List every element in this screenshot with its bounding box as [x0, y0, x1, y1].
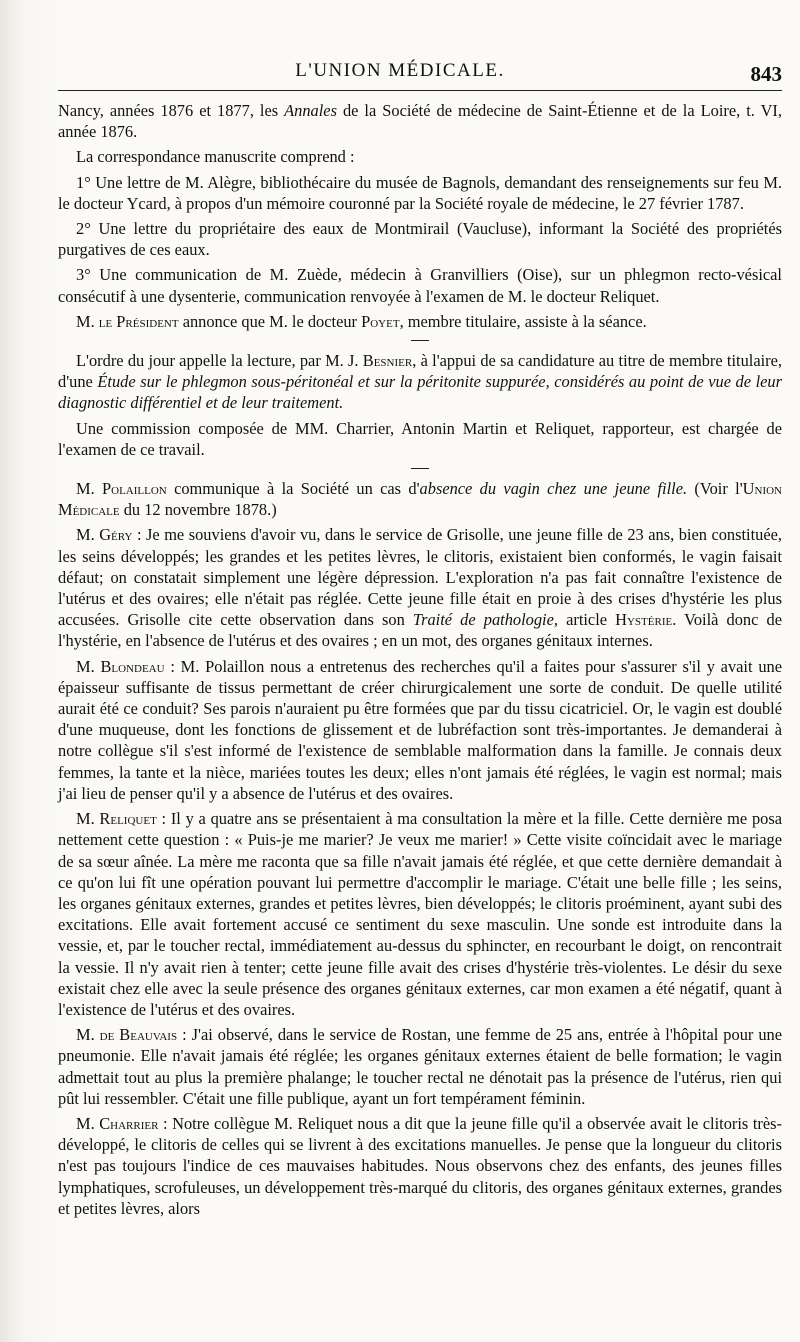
paragraph-polaillon: M. Polaillon communique à la Société un cas d'absence du vagin chez une jeune fille. (Voir l'Union Médicale du 12 novembre 1878.)	[58, 479, 783, 520]
paragraph-president: M. le Président annonce que M. le docteur Poyet, membre titulaire, assiste à la séance.	[76, 311, 647, 331]
speaker-name: M. Blondeau	[76, 656, 165, 676]
running-title: L'UNION MÉDICALE.	[295, 60, 505, 81]
speaker-name: M. Reliquet	[76, 809, 157, 829]
paragraph-charrier: M. Charrier : Notre collègue M. Reliquet nous a dit que la jeune fille qu'il a observée avait le clitoris très-développé, le clitoris de celles qui se livrent à des excitations manuelles. Je pense que la longueur du clitoris n'est pas toujours l'indice de ces mauvaises habitudes. Nous observons chez des enfants, des jeunes filles lymphatiques, scrofuleuses, un développement très-marqué du clitoris, des organes génitaux externes, grandes et petites lèvres, alors	[58, 1113, 782, 1218]
paragraph-nancy: Nancy, années 1876 et 1877, les Annales de la Société de médecine de Saint-Étienne et de la Loire, t. VI, année 1876.	[58, 101, 782, 142]
paragraph-commission: Une commission composée de MM. Charrier, Antonin Martin et Reliquet, rapporteur, est chargée de l'examen de ce travail.	[58, 418, 782, 459]
paragraph-gery: M. Géry : Je me souviens d'avoir vu, dans le service de Grisolle, une jeune fille de 23 ans, bien constituée, les seins développés; les grandes et les petites lèvres, le clitoris, existaient bien conformés, le vagin faisait défaut; on constatait simplement une légère dépression. L'exploration n'a pas fait connaître l'existence de l'utérus et des ovaires; elle n'était pas réglée. Cette jeune fille était en proie à des crises d'hystérie les plus accusées. Grisolle cite cette observation dans son Traité de pathologie, article Hystérie. Voilà donc de l'hystérie, en l'absence de l'utérus et des ovaires ; en un mot, des organes génitaux internes.	[58, 525, 782, 651]
work-title: Étude sur le phlegmon sous-péritonéal et sur la péritonite suppurée, considérés au point de vue de leur diagnostic différentiel et de leur traitement.	[58, 372, 782, 413]
paragraph-de-beauvais: M. de Beauvais : J'ai observé, dans le service de Rostan, une femme de 25 ans, entrée à l'hôpital pour une pneumonie. Elle n'avait jamais été réglée; les organes génitaux externes étaient de belle formation; le vagin admettait tout au plus la première phalange; le toucher rectal ne dénotait pas la présence de l'utérus, rien qui pût lui ressembler. C'était une fille publique, ayant un fort tempérament féminin.	[58, 1025, 782, 1108]
speaker-name: M. Charrier	[76, 1113, 159, 1133]
speaker-name: M. Polaillon	[76, 479, 167, 499]
person-name: Poyet	[361, 311, 400, 331]
paragraph-letter-1: 1° Une lettre de M. Alègre, bibliothécaire du musée de Bagnols, demandant des renseignements sur feu M. le docteur Ycard, à propos d'un mémoire couronné par la Société royale de médecine, le 27 février 1787.	[58, 172, 782, 213]
page-number: 843	[750, 62, 782, 86]
paragraph-correspondance: La correspondance manuscrite comprend :	[76, 147, 355, 167]
speaker-name: M. le Président	[76, 311, 179, 331]
section-separator	[411, 340, 429, 341]
header-rule	[58, 90, 782, 91]
section-separator	[411, 468, 429, 469]
paragraph-letter-2: 2° Une lettre du propriétaire des eaux de Montmirail (Vaucluse), informant la Société des propriétés purgatives de ces eaux.	[58, 219, 782, 260]
paragraph-blondeau: M. Blondeau : M. Polaillon nous a entretenus des recherches qu'il a faites pour s'assurer s'il y avait une épaisseur suffisante de tissus permettant de créer chirurgicalement une sorte de conduit. De quelle utilité aurait été ce conduit? Ses parois n'auraient pu être formées que par du tissu cicatriciel. Or, le vagin est doublé d'une muqueuse, dont les fonctions de glissement et de lubréfaction sont très-importantes. Je demanderai à notre collègue s'il s'est informé de l'existence de semblable malformation dans la famille. Je connais deux femmes, la tante et la nièce, mariées toutes les deux; elles n'ont jamais été réglées, le vagin est normal; mais j'ai lieu de penser qu'il y a absence de l'utérus et des ovaires.	[58, 656, 782, 803]
speaker-name: M. Géry	[76, 525, 133, 545]
paragraph-ordre-du-jour: L'ordre du jour appelle la lecture, par M. J. Besnier, à l'appui de sa candidature au titre de membre titulaire, d'une Étude sur le phlegmon sous-péritonéal et sur la péritonite suppurée, considérés au point de vue de leur diagnostic différentiel et de leur traitement.	[58, 351, 782, 413]
paragraph-letter-3: 3° Une communication de M. Zuède, médecin à Granvilliers (Oise), sur un phlegmon recto-vésical consécutif à une dysenterie, communication renvoyée à l'examen de M. le docteur Reliquet.	[58, 265, 782, 306]
person-name: Besnier	[362, 351, 413, 371]
paragraph-reliquet: M. Reliquet : Il y a quatre ans se présentaient à ma consultation la mère et la fille. Cette dernière me posa nettement cette question : « Puis-je me marier? Je veux me marier! » Cette visite coïncidait avec le mariage de sa sœur aînée. La mère me raconta que sa fille n'avait jamais été réglée, et que cette dernière demandait à ce qu'on lui fît une opération pouvant lui permettre d'accomplir le mariage. C'était une belle fille ; les seins, les organes génitaux externes, grandes et petites lèvres, bien développés; le clitoris proéminent, ayant subi des excitations. Elle avait fortement accusé ce sentiment du sexe masculin. Une sonde est introduite dans la vessie, et, par le toucher rectal, immédiatement au-dessus du sphincter, en recourbant le doigt, on rencontrait la vessie. Il n'y avait rien à tenter; cette jeune fille avait des crises d'hystérie très-violentes. Le désir du sexe existait chez elle avec la seule présence des organes génitaux externes, car mon examen a été négatif, quant à l'existence de l'utérus et des ovaires.	[58, 809, 782, 1019]
page-body	[58, 100, 782, 1223]
speaker-name: M. de Beauvais	[76, 1025, 178, 1045]
page-header	[0, 58, 800, 92]
